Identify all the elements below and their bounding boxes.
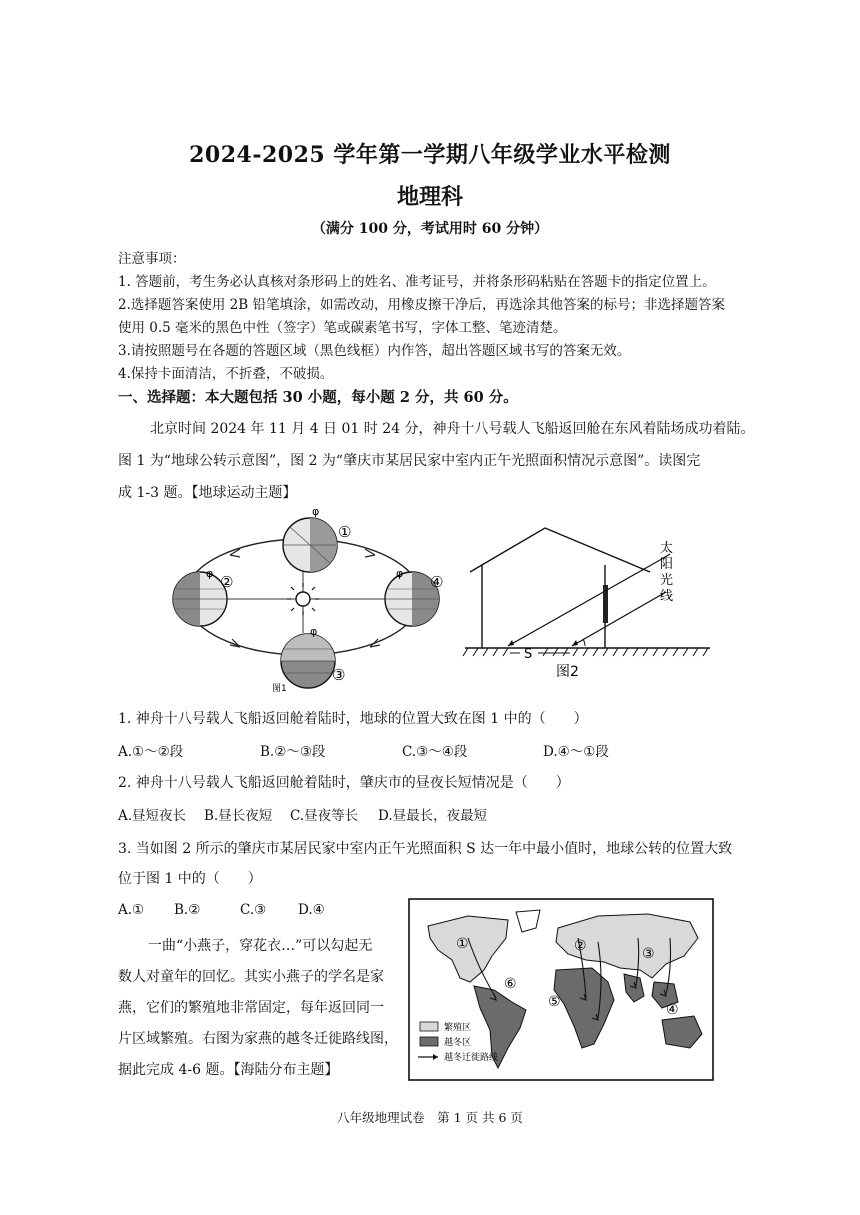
q1-option-d: D.④～①段 <box>543 744 609 760</box>
intro2-line: 片区域繁殖。右图为家燕的越冬迁徙路线图， <box>118 1031 398 1047</box>
notice-item: 使用 0.5 毫米的黑色中性（签字）笔或碳素笔书写，字体工整、笔迹清楚。 <box>118 320 567 336</box>
map-marker-4: ④ <box>666 1002 679 1018</box>
intro2-line: 一曲“小燕子，穿花衣…”可以勾起无 <box>148 938 373 954</box>
sun-label-char: 线 <box>660 589 674 604</box>
pole-symbol: φ <box>312 505 320 518</box>
intro2-line: 数人对童年的回忆。其实小燕子的学名是家 <box>118 969 384 985</box>
question-3-stem-cont: 位于图 1 中的（ ） <box>118 871 262 887</box>
q1-option-b: B.②～③段 <box>260 744 326 760</box>
sun-label-char: 太 <box>660 541 674 556</box>
q1-option-a: A.①～②段 <box>118 744 184 760</box>
notice-item: 3.请按照题号在各题的答题区域（黑色线框）内作答，超出答题区域书写的答案无效。 <box>118 343 631 359</box>
map-marker-5: ⑤ <box>548 994 561 1010</box>
marker-3: ③ <box>332 666 346 684</box>
q2-option-c: C.昼夜等长 <box>290 808 359 824</box>
marker-1: ① <box>338 523 352 541</box>
map-marker-1: ① <box>456 936 469 952</box>
legend-breeding: 繁殖区 <box>444 1023 472 1033</box>
score-note: （满分 100 分，考试用时 60 分钟） <box>311 221 549 237</box>
figure2-caption: 图2 <box>556 664 579 680</box>
q3-option-d: D.④ <box>298 902 325 918</box>
q2-option-b: B.昼长夜短 <box>204 808 273 824</box>
pole-symbol: φ <box>396 567 404 580</box>
notice-item: 1. 答题前，考生务必认真核对条形码上的姓名、准考证号，并将条形码粘贴在答题卡的指定位置上。 <box>118 274 716 290</box>
q2-option-a: A.昼短夜长 <box>118 808 187 824</box>
q2-option-d: D.昼最长，夜最短 <box>378 808 488 824</box>
swallow-migration-map <box>408 898 714 1081</box>
exam-subject: 地理科 <box>396 184 463 210</box>
q3-option-a: A.① <box>118 902 145 918</box>
q3-option-b: B.② <box>174 902 201 918</box>
q1-option-c: C.③～④段 <box>402 744 468 760</box>
figure1-caption: 图1 <box>272 684 287 694</box>
question-1-stem: 1. 神舟十八号载人飞船返回舱着陆时，地球的位置大致在图 1 中的（ ） <box>118 711 588 727</box>
notice-heading: 注意事项： <box>118 251 186 267</box>
intro-line: 成 1-3 题。【地球运动主题】 <box>118 485 297 501</box>
figure2-house-sunlight-diagram <box>460 520 720 680</box>
earth-position-2 <box>173 567 233 626</box>
legend-migration-route: 越冬迁徙路线 <box>444 1053 499 1063</box>
exam-title: 2024-2025 学年第一学期八年级学业水平检测 <box>189 142 671 168</box>
section-heading: 一、选择题：本大题包括 30 小题，每小题 2 分，共 60 分。 <box>118 389 518 406</box>
pole-symbol: φ <box>206 567 214 580</box>
sun-label-char: 光 <box>660 573 674 588</box>
question-2-stem: 2. 神舟十八号载人飞船返回舱着陆时，肇庆市的昼夜长短情况是（ ） <box>118 775 570 791</box>
marker-4: ④ <box>430 573 444 591</box>
notice-item: 4.保持卡面清洁，不折叠，不破损。 <box>118 366 334 382</box>
map-marker-2: ② <box>574 938 587 954</box>
intro2-line: 据此完成 4-6 题。【海陆分布主题】 <box>118 1062 339 1078</box>
figure1-orbit-diagram <box>160 505 460 700</box>
marker-2: ② <box>220 573 234 591</box>
intro-line: 图 1 为“地球公转示意图”，图 2 为“肇庆市某居民家中室内正午光照面积情况示意图”。读图完 <box>118 453 701 469</box>
earth-position-3 <box>281 625 345 688</box>
intro2-line: 燕，它们的繁殖地非常固定，每年返回同一 <box>118 1000 384 1016</box>
intro-line: 北京时间 2024 年 11 月 4 日 01 时 24 分，神舟十八号载人飞船返回舱在东风着陆场成功着陆。 <box>150 421 755 437</box>
area-label-s: S <box>524 647 533 662</box>
sun-label-char: 阳 <box>660 557 674 572</box>
q3-option-c: C.③ <box>240 902 267 918</box>
earth-position-1 <box>283 505 351 572</box>
page-footer: 八年级地理试卷 第 1 页 共 6 页 <box>337 1110 523 1125</box>
legend-wintering: 越冬区 <box>444 1038 472 1048</box>
pole-symbol: φ <box>310 625 318 638</box>
earth-position-4 <box>385 567 443 626</box>
notice-item: 2.选择题答案使用 2B 铅笔填涂，如需改动，用橡皮擦干净后，再选涂其他答案的标号；非选择题答案 <box>118 297 725 313</box>
question-3-stem: 3. 当如图 2 所示的肇庆市某居民家中室内正午光照面积 S 达一年中最小值时，地球公转的位置大致 <box>118 841 733 857</box>
map-marker-3: ③ <box>642 946 655 962</box>
map-marker-6: ⑥ <box>504 976 517 992</box>
